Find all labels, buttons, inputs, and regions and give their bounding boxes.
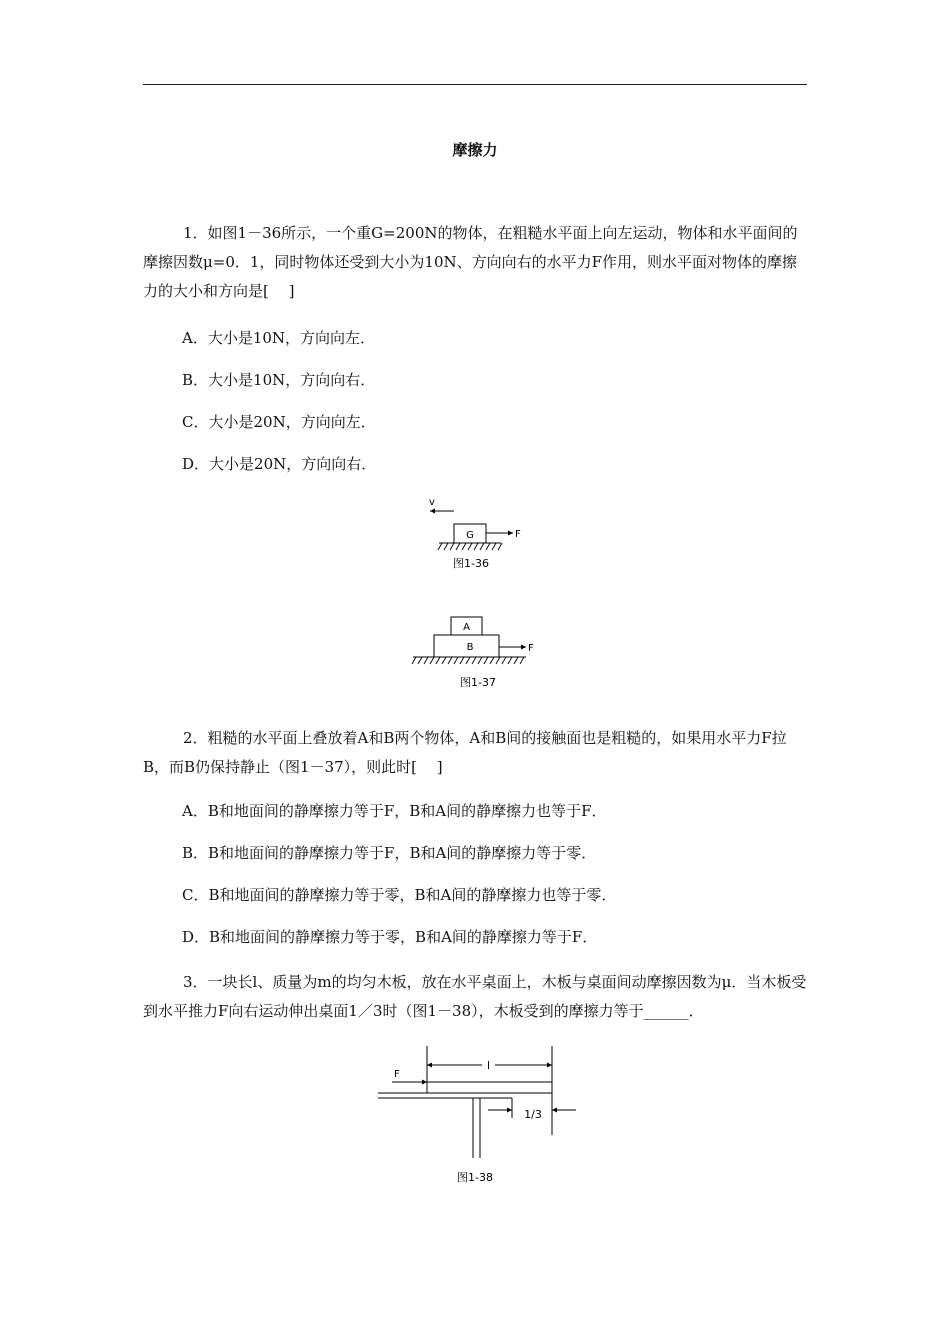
figure-1-36 (425, 492, 535, 574)
block-a-label: A (463, 622, 470, 633)
fraction-arrowhead-right (552, 1108, 557, 1113)
question-1-option-a: A．大小是10N，方向向左． (182, 329, 376, 347)
question-1-option-b: B．大小是10N，方向向右． (182, 371, 376, 389)
block-g-label: G (466, 530, 474, 541)
question-2-option-b: B．B和地面间的静摩擦力等于F，B和A间的静摩擦力等于零． (182, 844, 597, 862)
fraction-arrowhead-left (507, 1108, 512, 1113)
force-arrowhead (521, 645, 526, 650)
force-arrowhead (508, 531, 513, 536)
length-arrowhead-right (547, 1063, 552, 1068)
question-2-option-a: A．B和地面间的静摩擦力等于F，B和A间的静摩擦力也等于F． (182, 802, 607, 820)
page-title: 摩擦力 (452, 141, 498, 159)
figure-1-37 (408, 612, 548, 696)
figure-1-36-caption: 图1-36 (453, 557, 489, 570)
header-rule (143, 84, 807, 85)
question-1-option-c: C．大小是20N，方向向左． (182, 413, 376, 431)
force-label: F (394, 1069, 400, 1080)
fraction-label: 1/3 (524, 1108, 542, 1121)
wooden-board (427, 1082, 552, 1093)
question-2-option-d: D．B和地面间的静摩擦力等于零，B和A间的静摩擦力等于F． (182, 928, 598, 946)
question-2-option-c: C．B和地面间的静摩擦力等于零，B和A间的静摩擦力也等于零． (182, 886, 617, 904)
force-arrowhead (422, 1080, 427, 1085)
question-1-option-d: D．大小是20N，方向向右． (182, 455, 377, 473)
ground-hatch (438, 543, 502, 550)
ground-hatch (412, 657, 524, 664)
figure-1-38-caption: 图1-38 (457, 1171, 493, 1184)
length-label: l (486, 1059, 491, 1072)
question-1-stem: 1．如图1－36所示，一个重G=200N的物体，在粗糙水平面上向左运动，物体和水平面间的摩擦因数μ=0．1，同时物体还受到大小为10N、方向向右的水平力F作用，则水平面对物体的摩擦力的大小和方向是[ ] (143, 224, 798, 300)
length-arrowhead-left (427, 1063, 432, 1068)
force-label: F (528, 643, 534, 654)
question-3-stem: 3．一块长l、质量为m的均匀木板，放在水平桌面上，木板与桌面间动摩擦因数为μ．当木板受到水平推力F向右运动伸出桌面1／3时（图1－38），木板受到的摩擦力等于______． (143, 973, 807, 1020)
velocity-arrowhead (430, 509, 435, 514)
block-b-label: B (466, 642, 474, 653)
force-label: F (515, 529, 521, 540)
velocity-label: v (429, 497, 435, 508)
figure-1-38 (378, 1040, 583, 1190)
question-2-stem: 2．粗糙的水平面上叠放着A和B两个物体，A和B间的接触面也是粗糙的，如果用水平力F拉B，而B仍保持静止（图1－37），则此时[ ] (143, 729, 787, 776)
figure-1-37-caption: 图1-37 (460, 676, 496, 689)
